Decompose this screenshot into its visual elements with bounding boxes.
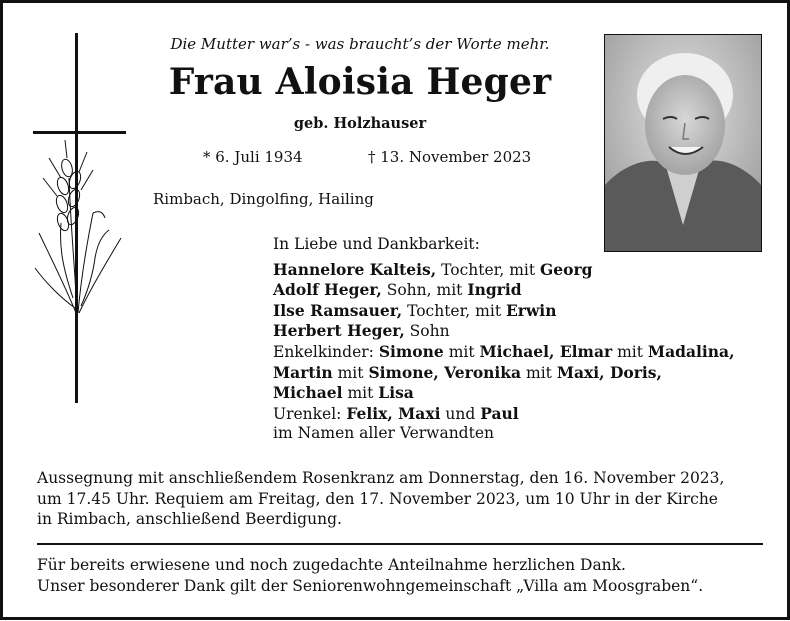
relation-text: mit bbox=[521, 363, 557, 382]
relation-text: Tochter, mit bbox=[436, 260, 541, 279]
mourners-intro: In Liebe und Dankbarkeit: bbox=[273, 235, 480, 253]
relation-text: mit bbox=[332, 363, 369, 382]
mourner-name: Paul bbox=[480, 403, 519, 423]
mourner-name: Ingrid bbox=[467, 280, 522, 300]
list-item bbox=[273, 260, 735, 281]
mourner-name: Simone, Veronika bbox=[368, 362, 522, 382]
mourner-name: Michael, Elmar bbox=[479, 341, 613, 361]
divider bbox=[37, 543, 763, 545]
mourner-name: Martin bbox=[273, 362, 333, 382]
list-item bbox=[273, 280, 735, 301]
service-line: Aussegnung mit anschließendem Rosenkranz am Donnerstag, den 16. November 2023, bbox=[37, 469, 725, 487]
list-item bbox=[273, 363, 735, 384]
list-item bbox=[273, 342, 735, 363]
mourner-name: Georg bbox=[540, 259, 593, 279]
list-item bbox=[273, 301, 735, 322]
thanks-line: Für bereits erwiesene und noch zugedachte Anteilnahme herzlichen Dank. bbox=[37, 556, 626, 574]
relation-text: Urenkel: bbox=[273, 404, 347, 423]
thanks-text bbox=[37, 555, 767, 596]
relation-text: und bbox=[440, 404, 481, 423]
mourners-list bbox=[273, 235, 735, 444]
mourner-name: Madalina, bbox=[647, 341, 735, 361]
mourner-name: Erwin bbox=[505, 300, 557, 320]
relation-text: Tochter, mit bbox=[402, 301, 506, 320]
relation-text: mit bbox=[612, 342, 648, 361]
mourner-name: Maxi, Doris, bbox=[556, 362, 662, 382]
wheat-icon bbox=[31, 138, 126, 318]
motto: Die Mutter war’s - was braucht’s der Worte mehr. bbox=[170, 35, 550, 53]
mourner-name: Hannelore Kalteis, bbox=[273, 259, 437, 279]
list-item bbox=[273, 321, 735, 342]
mourner-name: Michael bbox=[273, 383, 343, 403]
mourner-name: Herbert Heger, bbox=[273, 321, 405, 341]
list-item bbox=[273, 424, 735, 444]
deceased-name: Frau Aloisia Heger bbox=[168, 61, 552, 103]
mourner-name: Felix, Maxi bbox=[346, 403, 441, 423]
service-info bbox=[37, 468, 767, 530]
maiden-name: geb. Holzhauser bbox=[293, 115, 427, 132]
mourner-name: Lisa bbox=[378, 383, 414, 403]
birth-date: * 6. Juli 1934 bbox=[203, 148, 303, 166]
service-line: in Rimbach, anschließend Beerdigung. bbox=[37, 510, 342, 528]
death-date: † 13. November 2023 bbox=[368, 148, 532, 166]
portrait-photo bbox=[604, 34, 762, 252]
mourner-name: Adolf Heger, bbox=[273, 280, 382, 300]
relation-text: Sohn bbox=[404, 322, 450, 341]
relation-text: mit bbox=[443, 342, 480, 361]
thanks-line: Unser besonderer Dank gilt der Seniorenwohngemeinschaft „Villa am Moosgraben“. bbox=[37, 576, 704, 595]
relation-text: im Namen aller Verwandten bbox=[273, 424, 494, 443]
mourner-name: Ilse Ramsauer, bbox=[273, 300, 403, 320]
relation-text: Sohn, mit bbox=[381, 281, 468, 300]
relation-text: Enkelkinder: bbox=[273, 342, 379, 361]
relation-text: mit bbox=[342, 384, 379, 403]
list-item bbox=[273, 383, 735, 404]
list-item bbox=[273, 404, 735, 425]
service-line: um 17.45 Uhr. Requiem am Freitag, den 17. November 2023, um 10 Uhr in der Kirche bbox=[37, 489, 718, 508]
mourner-name: Simone bbox=[378, 341, 444, 361]
cross-bar bbox=[33, 131, 126, 134]
places: Rimbach, Dingolfing, Hailing bbox=[153, 190, 374, 208]
